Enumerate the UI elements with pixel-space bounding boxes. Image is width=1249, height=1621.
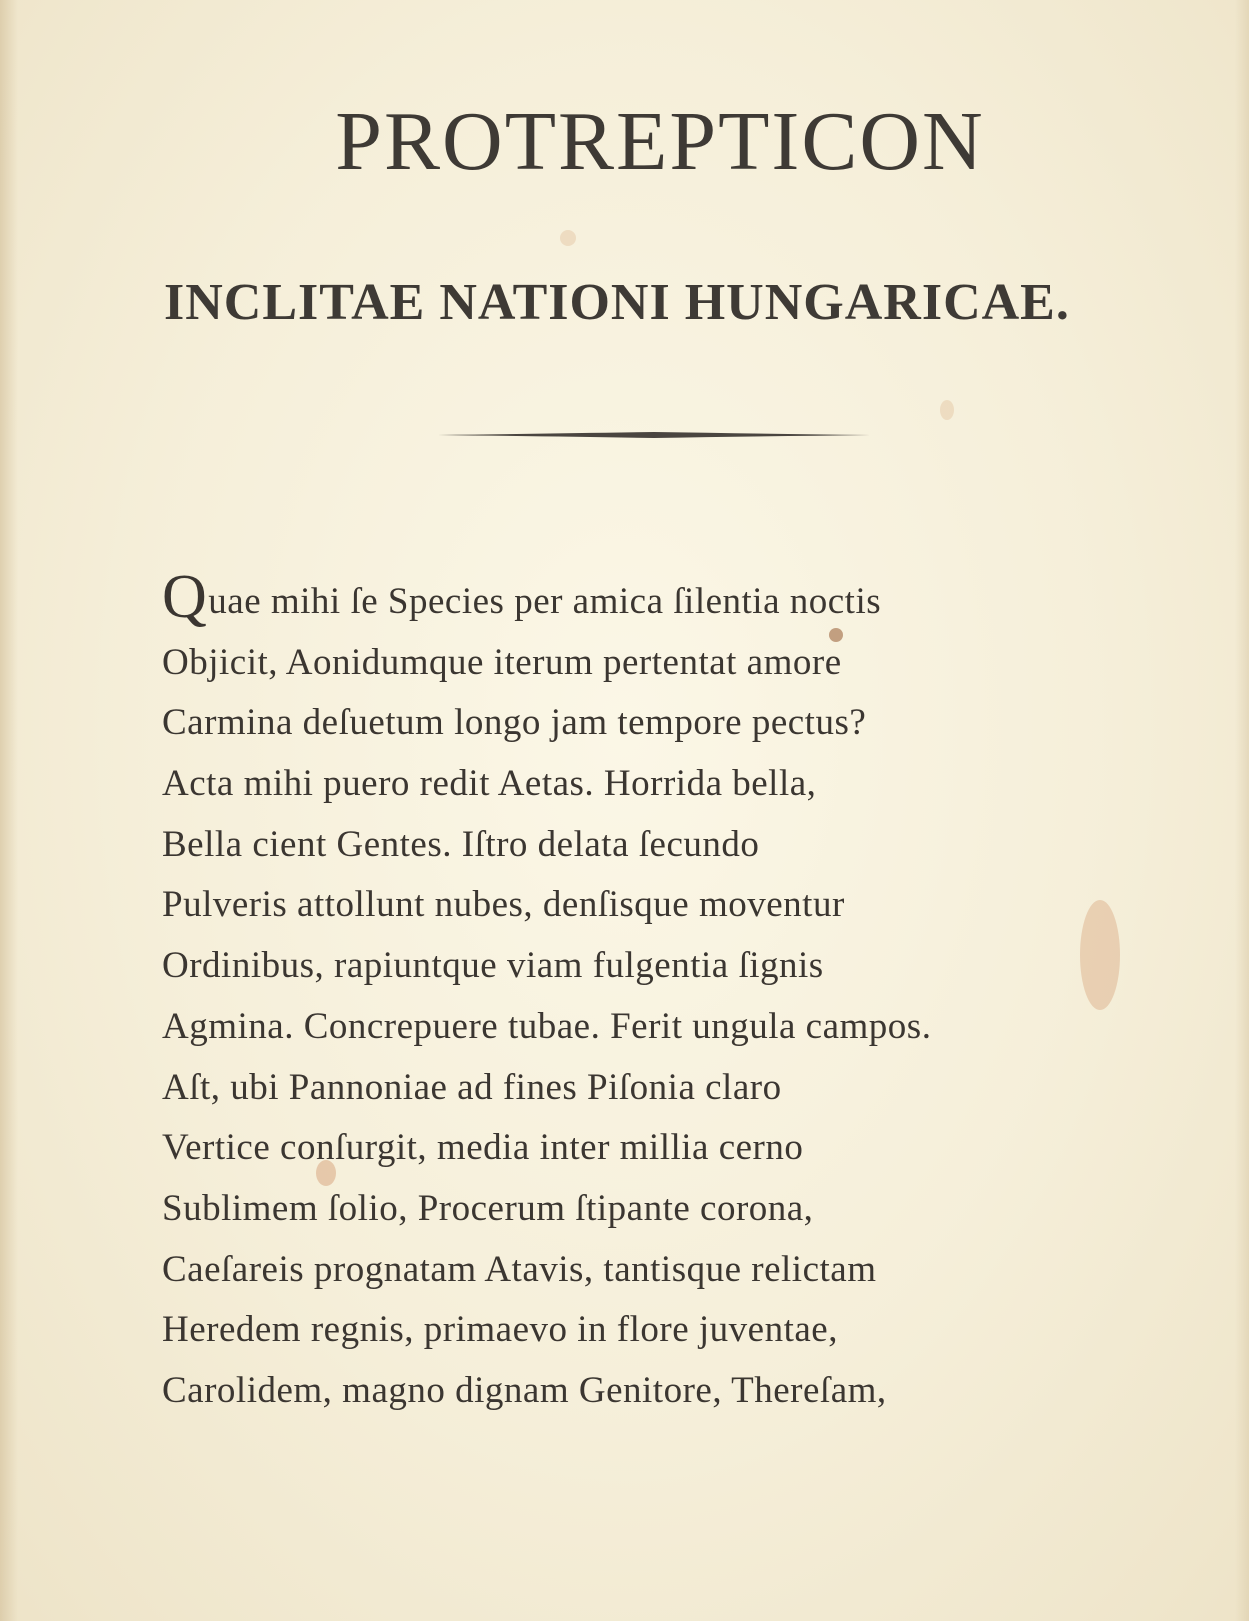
verse-line: Objicit, Aonidumque iterum pertentat amore: [162, 641, 842, 683]
verse-line: Aſt, ubi Pannoniae ad fines Piſonia claro: [162, 1066, 782, 1108]
page-title: PROTREPTICON: [335, 95, 985, 188]
ornamental-rule: [438, 430, 870, 440]
page-edge-left: [0, 0, 18, 1621]
verse-line: Bella cient Gentes. Iſtro delata ſecundo: [162, 823, 760, 865]
verse-line: Vertice conſurgit, media inter millia cerno: [162, 1127, 804, 1169]
verse-line: Agmina. Concrepuere tubae. Ferit ungula campos.: [162, 1005, 932, 1047]
verse-line: Caeſareis prognatam Atavis, tantisque relictam: [162, 1248, 877, 1290]
verse-line: [162, 563, 1162, 633]
verse-line: Heredem regnis, primaevo in flore juventae,: [162, 1309, 838, 1351]
verse-line: Sublimem ſolio, Procerum ſtipante corona,: [162, 1187, 814, 1229]
foxing-stain: [560, 230, 576, 246]
drop-cap: Q: [162, 563, 208, 631]
page-edge-right: [1235, 0, 1249, 1621]
verse-line: Carolidem, magno dignam Genitore, Thereſam,: [162, 1369, 887, 1411]
verse-line: Pulveris attollunt nubes, denſisque moventur: [162, 884, 845, 926]
verse-line: Ordinibus, rapiuntque viam fulgentia ſignis: [162, 945, 824, 987]
poem-verses: [162, 563, 1162, 1422]
verse-line: Acta mihi puero redit Aetas. Horrida bella,: [162, 763, 817, 805]
verse-line: Carmina deſuetum longo jam tempore pectus?: [162, 702, 867, 744]
verse-text: uae mihi ſe Species per amica ſilentia noctis: [208, 581, 882, 622]
foxing-stain: [940, 400, 954, 420]
page-subtitle: INCLITAE NATIONI HUNGARICAE.: [164, 274, 1070, 331]
